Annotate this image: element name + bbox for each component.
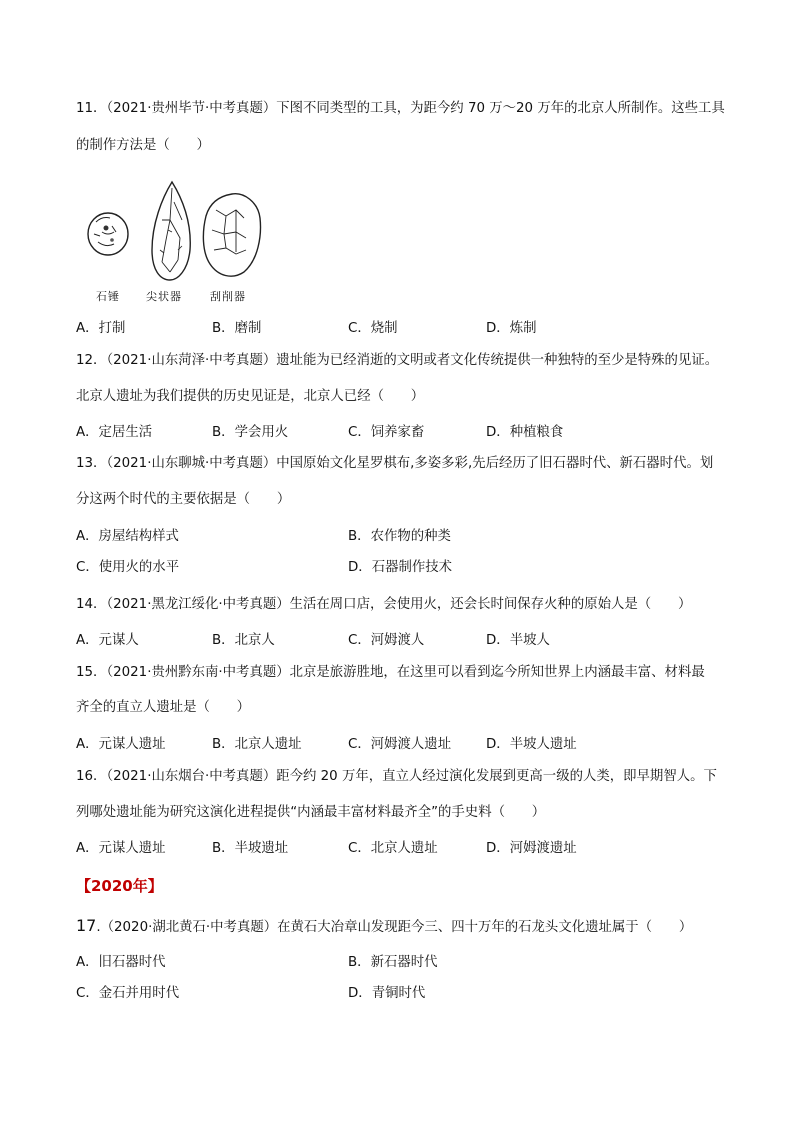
q17-option-d[interactable]: D．青铜时代 — [348, 986, 426, 1001]
q14-option-b[interactable]: B．北京人 — [212, 633, 275, 648]
q15-option-a[interactable]: A．元谋人遗址 — [76, 737, 166, 752]
q12-stem-line1: 12．（2021·山东菏泽·中考真题）遗址能为已经消逝的文明或者文化传统提供一种独特的至少是特殊的见证。 — [76, 353, 719, 368]
q16-option-a[interactable]: A．元谋人遗址 — [76, 841, 166, 856]
q12-stem-line2: 北京人遗址为我们提供的历史见证是，北京人已经（ ） — [76, 389, 425, 404]
q17-option-c[interactable]: C．金石并用时代 — [76, 986, 180, 1001]
q15-stem-line1: 15．（2021·贵州黔东南·中考真题）北京是旅游胜地，在这里可以看到迄今所知世界上内涵最丰富、材料最 — [76, 665, 705, 680]
pointed-tool-drawing — [152, 182, 190, 280]
q13-option-c[interactable]: C．使用火的水平 — [76, 560, 180, 575]
stone-hammer-drawing — [88, 213, 128, 255]
q16-stem-line1: 16．（2021·山东烟台·中考真题）距今约 20 万年，直立人经过演化发展到更高一级的人类，即早期智人。下 — [76, 769, 717, 784]
q13-option-b[interactable]: B．农作物的种类 — [348, 529, 451, 544]
q12-option-a[interactable]: A．定居生活 — [76, 425, 153, 440]
scraper-drawing — [203, 194, 260, 276]
q11-stem-line1: 11．（2021·贵州毕节·中考真题）下图不同类型的工具，为距今约 70 万～20 万年的北京人所制作。这些工具 — [76, 101, 725, 116]
q14-option-a[interactable]: A．元谋人 — [76, 633, 139, 648]
q15-option-c[interactable]: C．河姆渡人遗址 — [348, 737, 452, 752]
q14-option-c[interactable]: C．河姆渡人 — [348, 633, 425, 648]
caption-stone-hammer: 石锤 — [96, 290, 120, 303]
q12-option-b[interactable]: B．学会用火 — [212, 425, 289, 440]
q14-option-d[interactable]: D．半坡人 — [486, 633, 550, 648]
caption-scraper: 刮削器 — [210, 290, 246, 303]
q11-option-a[interactable]: A．打制 — [76, 321, 126, 336]
q16-stem-line2: 列哪处遗址能为研究这演化进程提供“内涵最丰富材料最齐全”的手史料（ ） — [76, 805, 546, 820]
stone-tools-illustration — [82, 180, 262, 288]
q14-stem-line1: 14．（2021·黑龙江绥化·中考真题）生活在周口店，会使用火，还会长时间保存火种的原始人是（ ） — [76, 597, 692, 612]
q12-option-d[interactable]: D．种植粮食 — [486, 425, 564, 440]
stone-tools-figure — [82, 180, 262, 304]
q13-stem-line1: 13．（2021·山东聊城·中考真题）中国原始文化星罗棋布,多姿多彩,先后经历了旧石器时代、新石器时代。划 — [76, 456, 714, 471]
q17-option-a[interactable]: A．旧石器时代 — [76, 955, 166, 970]
q16-option-d[interactable]: D．河姆渡遗址 — [486, 841, 577, 856]
q11-option-c[interactable]: C．烧制 — [348, 321, 398, 336]
q17-option-b[interactable]: B．新石器时代 — [348, 955, 438, 970]
caption-pointed-tool: 尖状器 — [146, 290, 182, 303]
q15-option-b[interactable]: B．北京人遗址 — [212, 737, 302, 752]
q17-stem-line1 — [76, 917, 692, 937]
q11-option-b[interactable]: B．磨制 — [212, 321, 262, 336]
q16-option-b[interactable]: B．半坡遗址 — [212, 841, 289, 856]
q13-stem-line2: 分这两个时代的主要依据是（ ） — [76, 492, 291, 507]
q13-option-a[interactable]: A．房屋结构样式 — [76, 529, 179, 544]
q11-option-d[interactable]: D．炼制 — [486, 321, 537, 336]
year-section-heading: 【2020年】 — [76, 877, 163, 895]
q17-number: 17 — [76, 916, 97, 935]
q12-option-c[interactable]: C．饲养家畜 — [348, 425, 425, 440]
q13-option-d[interactable]: D．石器制作技术 — [348, 560, 453, 575]
q11-stem-line2: 的制作方法是（ ） — [76, 138, 210, 153]
q15-stem-line2: 齐全的直立人遗址是（ ） — [76, 700, 251, 715]
q17-stem-text: .（2020·湖北黄石·中考真题）在黄石大冶章山发现距今三、四十万年的石龙头文化遗址属于（ ） — [96, 920, 693, 935]
q16-option-c[interactable]: C．北京人遗址 — [348, 841, 438, 856]
q15-option-d[interactable]: D．半坡人遗址 — [486, 737, 577, 752]
